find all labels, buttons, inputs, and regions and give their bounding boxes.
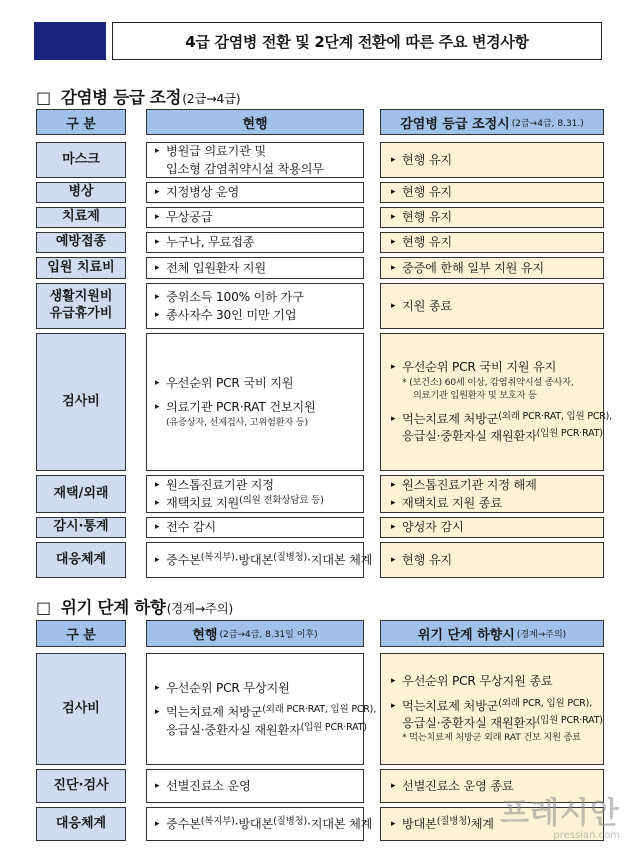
bullet-line — [155, 184, 239, 200]
watermark-logo-text: 프레시안 — [500, 796, 620, 831]
row-change — [380, 232, 604, 253]
cell-lines — [391, 778, 514, 794]
bullet-line — [391, 778, 514, 794]
line-text: 중위소득 100% 이하 가구 — [166, 290, 304, 305]
bullet-line — [155, 477, 324, 493]
bullet-line — [391, 428, 612, 444]
cell-lines — [391, 477, 537, 511]
bullet-line — [391, 477, 537, 493]
row-category-text: 병상 — [68, 184, 94, 200]
cell-lines — [391, 184, 452, 200]
bullet-triangle-icon: ▸ — [155, 309, 160, 320]
bullet-line — [155, 495, 324, 511]
header-current-text: 현행 — [192, 628, 218, 643]
bullet-line — [155, 816, 372, 832]
bullet-line — [391, 732, 603, 744]
bullet-triangle-icon: ▸ — [391, 413, 396, 424]
section1-heading-text: 감염병 등급 조정 — [60, 88, 182, 107]
bullet-triangle-icon: ▸ — [391, 818, 396, 829]
cell-lines — [155, 234, 254, 250]
bullet-line — [155, 307, 304, 323]
header-change — [380, 620, 604, 647]
header-current — [146, 109, 364, 135]
bullet-triangle-icon: ▸ — [391, 700, 396, 711]
bullet-triangle-icon: ▸ — [391, 262, 396, 273]
checkbox-square-icon: □ — [36, 598, 51, 617]
bullet-line — [391, 298, 452, 314]
line-subtext: (외래 PCR·RAT, 입원 PCR), — [498, 410, 613, 422]
row-current — [146, 769, 364, 803]
line-text: 현행 유지 — [402, 152, 452, 167]
row-current — [146, 333, 364, 471]
section1-heading-sub: (2급→4급) — [182, 91, 241, 106]
row-category — [36, 333, 126, 471]
bullet-triangle-icon: ▸ — [155, 707, 160, 718]
bullet-line — [155, 399, 316, 415]
cell-lines — [391, 209, 452, 225]
line-text: 지원 종료 — [402, 298, 452, 313]
line-subtext: (의원 전화상담료 등) — [239, 494, 324, 506]
bullet-line — [155, 209, 212, 225]
bullet-triangle-icon: ▸ — [155, 402, 160, 413]
line-text: 중수본 — [166, 552, 201, 567]
cell-lines — [391, 260, 544, 276]
line-text: 선별진료소 운영 — [166, 778, 251, 793]
cell-lines — [155, 477, 324, 511]
bullet-triangle-icon: ▸ — [391, 212, 396, 223]
line-text: 병원급 의료기관 및 — [166, 144, 266, 159]
bullet-line — [391, 184, 452, 200]
line-text: 원스톱진료기관 지정 — [166, 478, 274, 493]
row-change — [380, 182, 604, 203]
bullet-triangle-icon: ▸ — [391, 480, 396, 491]
bullet-line — [155, 552, 372, 568]
bullet-line — [391, 495, 537, 511]
bullet-line — [391, 152, 452, 168]
bullet-line — [155, 234, 254, 250]
row-category-text: 검사비 — [62, 393, 100, 409]
bullet-line — [155, 289, 304, 305]
bullet-line — [391, 673, 603, 689]
line-text: 응급실·중환자실 재원환자 — [402, 716, 537, 731]
cell-lines — [155, 143, 324, 177]
row-change — [380, 517, 604, 538]
section2-heading-sub: (경계→주의) — [166, 601, 233, 616]
row-current — [146, 283, 364, 329]
cell-lines — [391, 298, 452, 314]
cell-lines — [391, 816, 494, 832]
line-text: 우선순위 PCR 무상지원 종료 — [402, 674, 553, 689]
line-spacer — [391, 404, 612, 410]
bullet-triangle-icon: ▸ — [155, 262, 160, 273]
bullet-triangle-icon: ▸ — [155, 682, 160, 693]
bullet-triangle-icon: ▸ — [155, 237, 160, 248]
bullet-triangle-icon: ▸ — [155, 554, 160, 565]
bullet-triangle-icon: ▸ — [155, 377, 160, 388]
bullet-triangle-icon: ▸ — [391, 554, 396, 565]
bullet-line — [391, 260, 544, 276]
line-subtext: (입원 PCR·RAT) — [536, 715, 603, 727]
line-text: 의료기관 입원환자 및 보호자 등 — [413, 390, 537, 402]
bullet-triangle-icon: ▸ — [155, 187, 160, 198]
row-category — [36, 517, 126, 538]
row-category-text: 감시·통계 — [53, 519, 109, 535]
bullet-line — [155, 143, 324, 159]
line-text: ·지대본 체계 — [307, 816, 373, 831]
line-text: 응급실·중환자실 재원환자 — [166, 722, 301, 737]
row-change — [380, 207, 604, 228]
cell-lines — [391, 552, 452, 568]
line-text: 현행 유지 — [402, 185, 452, 200]
bullet-triangle-icon: ▸ — [155, 146, 160, 157]
line-text: 의료기관 PCR·RAT 건보지원 — [166, 400, 316, 415]
header-change-sub: (경계→주의) — [516, 630, 567, 640]
bullet-triangle-icon: ▸ — [391, 676, 396, 687]
row-category — [36, 257, 126, 279]
row-change — [380, 257, 604, 279]
header-category: 구 분 — [36, 620, 126, 647]
row-category-text: 재택/외래 — [53, 485, 109, 501]
row-category-text: 치료제 — [62, 209, 100, 225]
bullet-triangle-icon: ▸ — [155, 818, 160, 829]
bullet-line — [391, 715, 603, 731]
cell-lines — [155, 184, 239, 200]
line-subtext: (외래 PCR, 입원 PCR), — [498, 697, 593, 709]
cell-lines — [155, 816, 372, 832]
row-current — [146, 542, 373, 578]
row-change — [380, 333, 613, 471]
line-text: 먹는치료제 처방군 — [402, 411, 499, 426]
line-text: 방대본 — [402, 816, 437, 831]
line-text: 재택치료 지원 — [166, 495, 240, 510]
watermark-url: pressian.com — [553, 830, 620, 841]
bullet-triangle-icon: ▸ — [155, 522, 160, 533]
line-subtext: (질병청) — [273, 815, 308, 827]
line-subtext: (입원 PCR·RAT) — [536, 428, 603, 440]
bullet-triangle-icon: ▸ — [391, 237, 396, 248]
title-accent-square — [34, 22, 106, 60]
header-current-sub: (2급→4급, 8.31일 이후) — [219, 630, 318, 640]
cell-lines — [155, 552, 372, 568]
row-category — [36, 142, 126, 178]
line-text: 입소형 감염취약시설 착용의무 — [166, 161, 324, 176]
row-category — [36, 475, 126, 513]
bullet-line — [391, 698, 603, 714]
cell-lines — [155, 680, 376, 738]
checkbox-square-icon: □ — [36, 88, 51, 107]
cell-lines — [155, 209, 212, 225]
bullet-line — [155, 417, 316, 429]
bullet-line — [391, 390, 612, 402]
row-current — [146, 475, 364, 513]
header-change — [380, 109, 604, 135]
bullet-line — [391, 816, 494, 832]
line-subtext: (복지부) — [200, 815, 235, 827]
line-text: 선별진료소 운영 종료 — [402, 778, 514, 793]
row-current — [146, 232, 364, 253]
bullet-triangle-icon: ▸ — [391, 154, 396, 165]
cell-lines — [155, 778, 251, 794]
bullet-line — [155, 161, 324, 177]
line-text: 체계 — [470, 816, 494, 831]
line-subtext: (외래 PCR·RAT, 입원 PCR), — [262, 704, 377, 716]
line-text: 우선순위 PCR 무상지원 — [166, 680, 290, 695]
line-text: 재택치료 지원 종료 — [402, 495, 502, 510]
line-subtext: (질병청) — [273, 551, 308, 563]
line-text: 현행 유지 — [402, 552, 452, 567]
bullet-line — [155, 519, 216, 535]
bullet-line — [155, 680, 376, 696]
row-category-text: 대응체계 — [55, 551, 107, 567]
line-text: ·지대본 체계 — [307, 552, 373, 567]
row-current — [146, 807, 373, 841]
line-subtext: (질병청) — [436, 815, 471, 827]
line-text: * 먹는치료제 처방군 외래 RAT 건보 지원 종료 — [402, 732, 581, 744]
bullet-line — [391, 209, 452, 225]
header-change-text: 위기 단계 하향시 — [417, 628, 515, 643]
line-text: ·방대본 — [234, 816, 274, 831]
row-category-text: 예방접종 — [55, 234, 107, 250]
bullet-line — [391, 377, 612, 389]
line-text: 먹는치료제 처방군 — [166, 705, 263, 720]
bullet-triangle-icon: ▸ — [391, 780, 396, 791]
line-text: 중수본 — [166, 816, 201, 831]
line-text: (유증상자, 선제검사, 고위험환자 등) — [166, 416, 308, 428]
row-category-text: 입원 치료비 — [47, 259, 115, 275]
line-subtext: (입원 PCR·RAT) — [300, 721, 367, 733]
bullet-line — [155, 704, 376, 720]
cell-lines — [155, 375, 316, 429]
row-category-text: 마스크 — [62, 151, 100, 167]
bullet-triangle-icon: ▸ — [391, 187, 396, 198]
section2-heading-text: 위기 단계 하향 — [60, 598, 166, 617]
cell-lines — [391, 673, 603, 745]
title-row — [34, 22, 602, 60]
bullet-line — [155, 375, 316, 391]
row-current — [146, 653, 377, 765]
section2-heading — [36, 594, 233, 618]
line-text: 먹는치료제 처방군 — [402, 698, 499, 713]
bullet-line — [155, 778, 251, 794]
header-change-sub: (2급→4급, 8.31.) — [511, 118, 584, 129]
bullet-line — [391, 234, 452, 250]
line-text: * (보건소) 60세 이상, 감염취약시설 종사자, — [402, 376, 574, 388]
row-current — [146, 142, 364, 178]
header-current — [146, 620, 364, 647]
row-change — [380, 653, 604, 765]
line-text: 전수 감시 — [166, 520, 216, 535]
bullet-triangle-icon: ▸ — [155, 497, 160, 508]
bullet-line — [391, 359, 612, 375]
line-text: 종사자수 30인 미만 기업 — [166, 307, 297, 322]
bullet-line — [391, 552, 452, 568]
bullet-triangle-icon: ▸ — [391, 522, 396, 533]
line-text: 중증에 한해 일부 지원 유지 — [402, 260, 545, 275]
header-category: 구 분 — [36, 109, 126, 135]
row-current — [146, 207, 364, 228]
bullet-line — [391, 411, 612, 427]
line-spacer — [155, 392, 316, 398]
row-current — [146, 182, 364, 203]
bullet-triangle-icon: ▸ — [391, 497, 396, 508]
line-text: 우선순위 PCR 국비 지원 유지 — [402, 360, 557, 375]
line-text: 현행 유지 — [402, 235, 452, 250]
bullet-triangle-icon: ▸ — [155, 212, 160, 223]
cell-lines — [391, 234, 452, 250]
line-text: 우선순위 PCR 국비 지원 — [166, 375, 294, 390]
cell-lines — [155, 260, 266, 276]
bullet-triangle-icon: ▸ — [155, 480, 160, 491]
bullet-triangle-icon: ▸ — [391, 362, 396, 373]
line-text: 양성자 감시 — [402, 520, 464, 535]
row-current — [146, 257, 364, 279]
row-category — [36, 232, 126, 253]
row-category-text: 검사비 — [62, 700, 100, 716]
line-text: 누구나, 무료접종 — [166, 235, 255, 250]
cell-lines — [155, 289, 304, 323]
row-change — [380, 542, 604, 578]
bullet-triangle-icon: ▸ — [155, 292, 160, 303]
section1-heading — [36, 84, 240, 108]
line-text: 원스톱진료기관 지정 해제 — [402, 478, 537, 493]
line-text: 무상공급 — [166, 210, 213, 225]
bullet-line — [391, 519, 464, 535]
row-change — [380, 142, 604, 178]
row-category — [36, 283, 126, 329]
bullet-line — [155, 260, 266, 276]
row-category — [36, 769, 126, 803]
line-text: ·방대본 — [234, 552, 274, 567]
bullet-line — [155, 722, 376, 738]
row-category — [36, 653, 126, 765]
bullet-triangle-icon: ▸ — [155, 780, 160, 791]
line-spacer — [391, 691, 603, 697]
row-category-text: 대응체계 — [55, 815, 107, 831]
row-category — [36, 542, 126, 578]
line-text: 응급실·중환자실 재원환자 — [402, 429, 537, 444]
watermark — [500, 788, 620, 841]
cell-lines — [391, 519, 464, 535]
row-current — [146, 517, 364, 538]
cell-lines — [155, 519, 216, 535]
page-title: 4급 감염병 전환 및 2단계 전환에 따른 주요 변경사항 — [112, 22, 602, 60]
cell-lines — [391, 152, 452, 168]
header-current-text: 현행 — [242, 116, 268, 132]
row-change — [380, 475, 604, 513]
row-category-text: 생활지원비 유급휴가비 — [49, 289, 113, 321]
row-category-text: 진단·검사 — [53, 777, 109, 793]
line-text: 지정병상 운영 — [166, 185, 240, 200]
row-category — [36, 182, 126, 203]
row-category — [36, 807, 126, 841]
header-change-text: 감염병 등급 조정시 — [400, 116, 510, 132]
cell-lines — [391, 359, 612, 444]
row-category — [36, 207, 126, 228]
line-spacer — [155, 697, 376, 703]
line-text: 전체 입원환자 지원 — [166, 260, 266, 275]
bullet-triangle-icon: ▸ — [391, 300, 396, 311]
row-change — [380, 283, 604, 329]
line-subtext: (복지부) — [200, 551, 235, 563]
line-text: 현행 유지 — [402, 210, 452, 225]
